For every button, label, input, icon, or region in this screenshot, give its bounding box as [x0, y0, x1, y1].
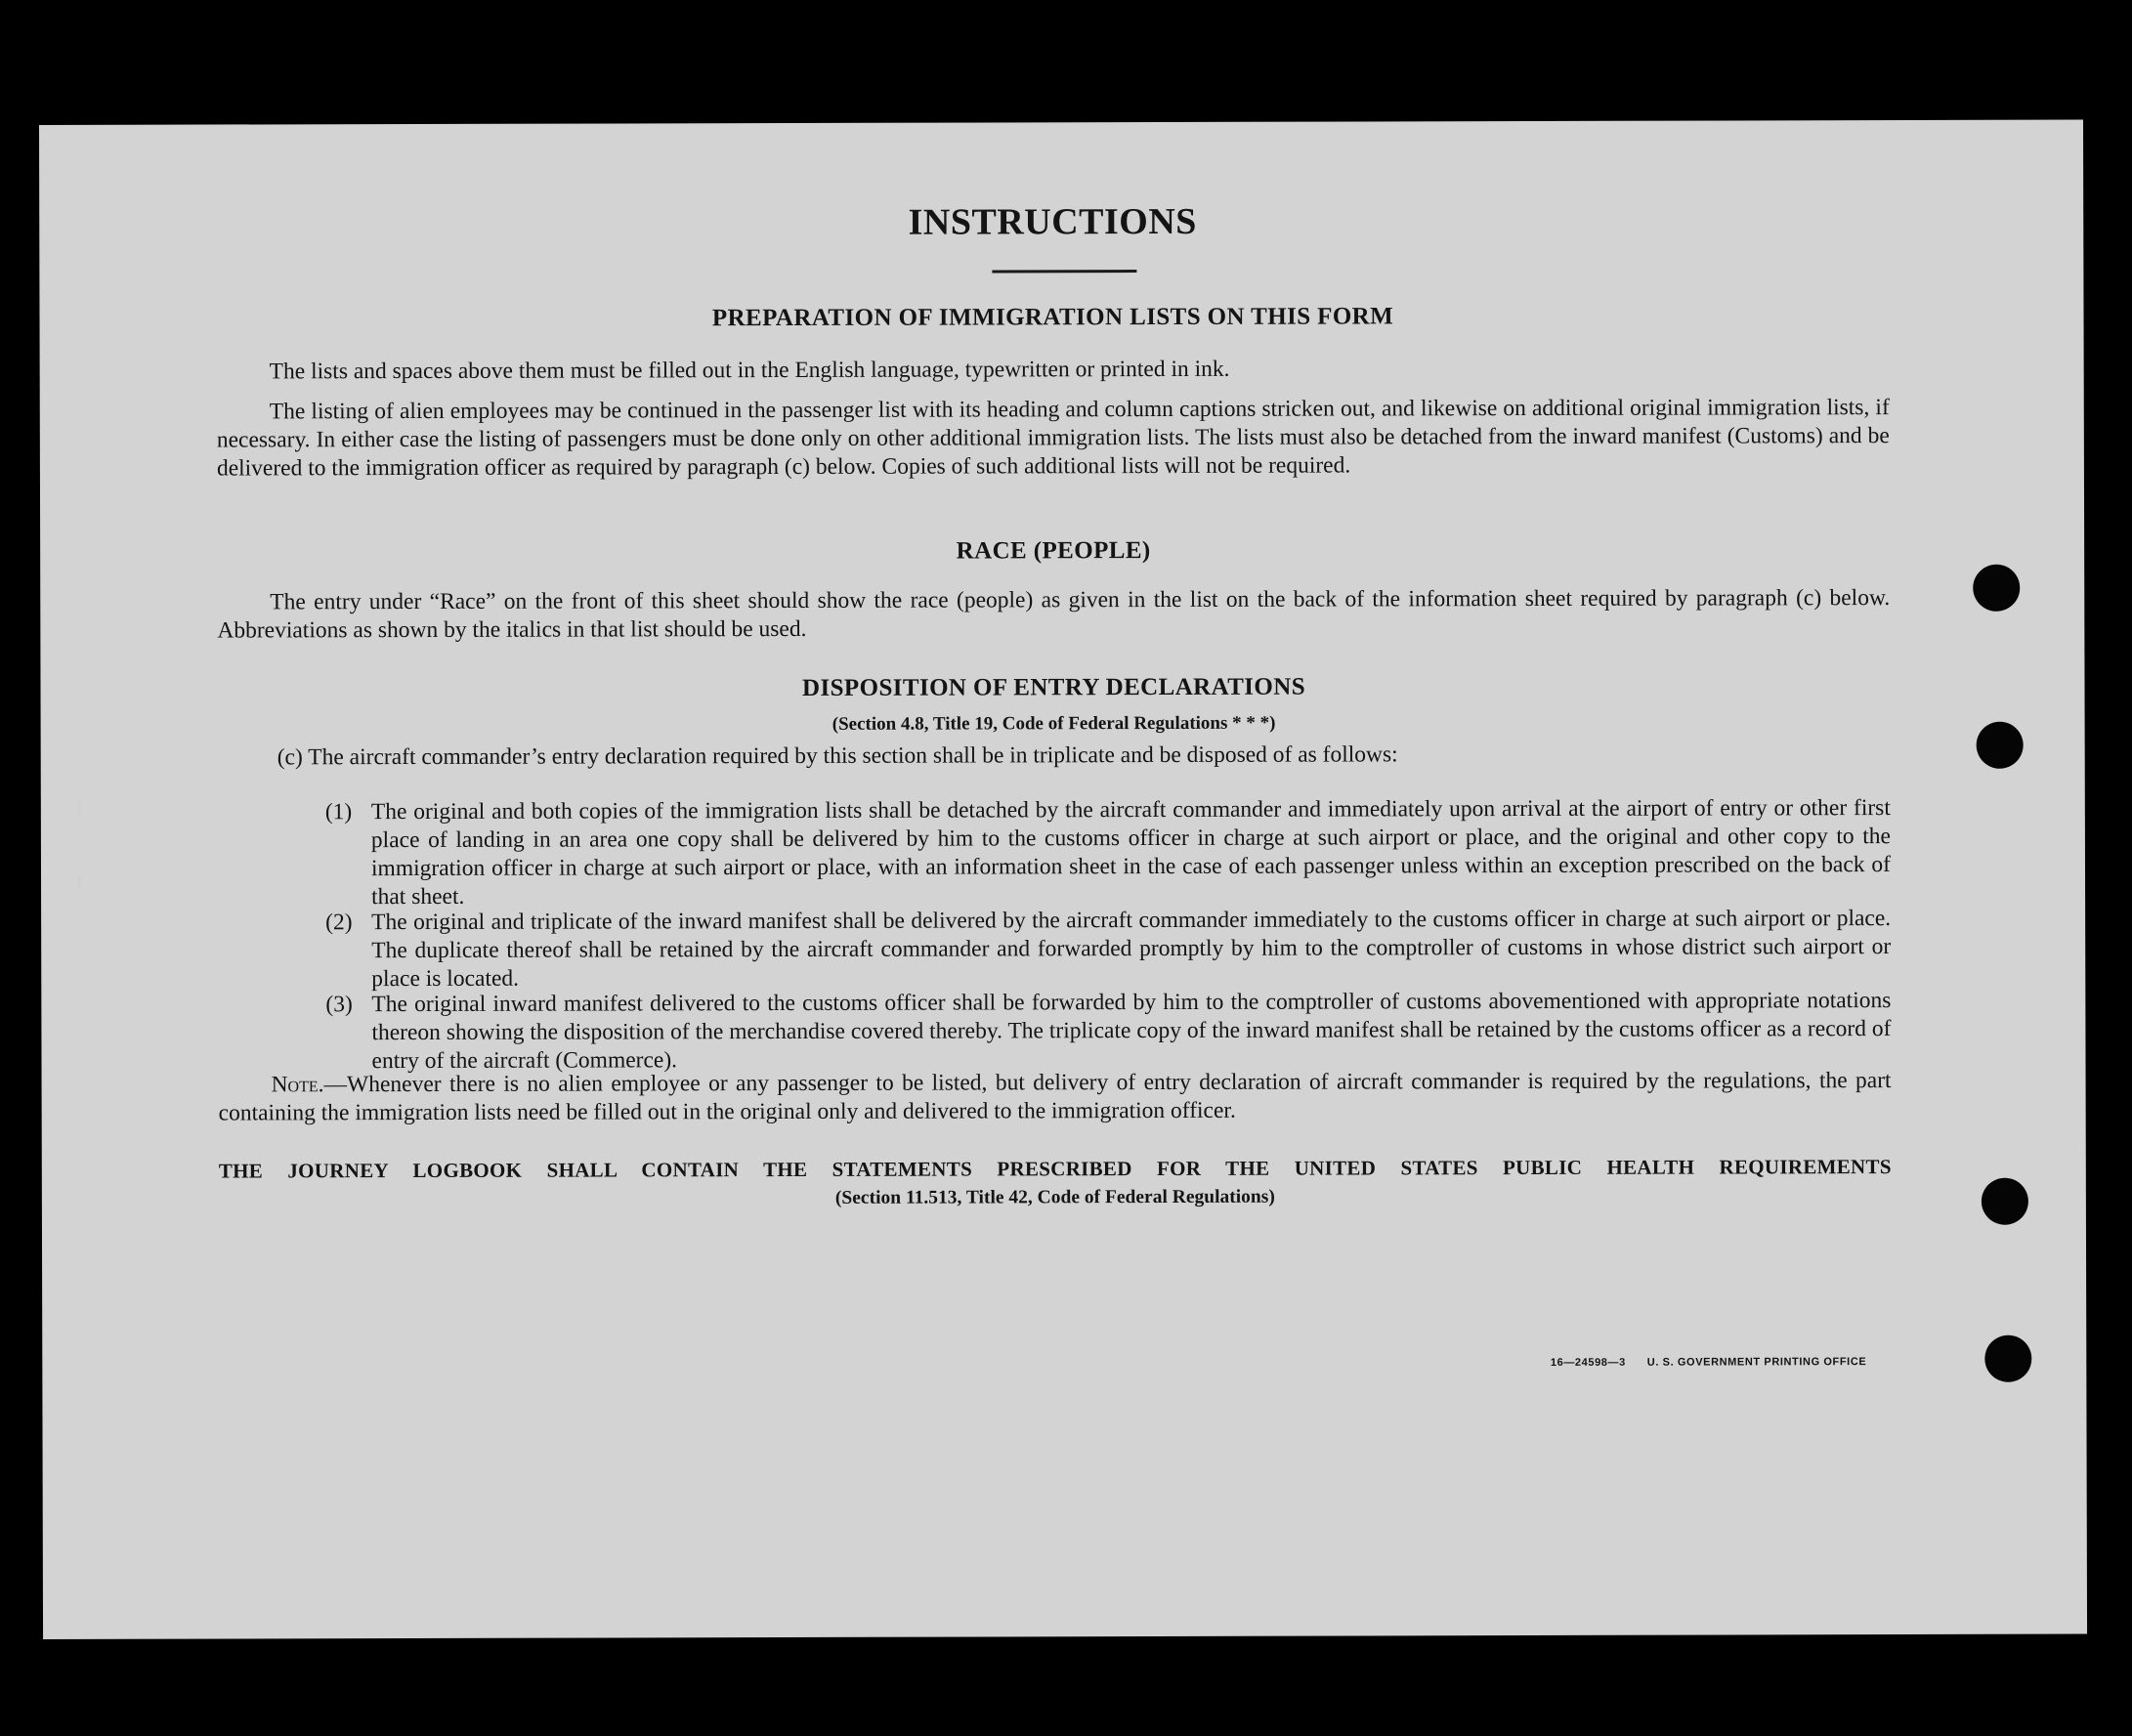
form-number: 16—24598—3 [1550, 1356, 1626, 1369]
printing-office-imprint [1551, 1356, 1866, 1369]
list-item-2 [325, 905, 1891, 994]
punch-hole [1984, 1335, 2031, 1382]
list-item-text: The original inward manifest delivered to the customs officer shall be forwarded by him to the comptroller of customs abovementioned with appropriate notations thereon showing the disposition of the merchandise covered thereby. The triplicate copy of the inward manifest shall be retained by the customs officer as a record of entry of the aircraft (Commerce). [371, 988, 1892, 1075]
heading-preparation: PREPARATION OF IMMIGRATION LISTS ON THIS FORM [711, 303, 1394, 332]
list-item-1 [325, 794, 1891, 911]
punch-hole [1973, 565, 2020, 612]
scan-mark [78, 801, 81, 817]
note-paragraph [219, 1067, 1892, 1127]
punch-hole [1977, 722, 2024, 769]
page-title: INSTRUCTIONS [908, 200, 1197, 243]
title-underline [992, 270, 1136, 273]
punch-hole [1982, 1178, 2028, 1225]
list-item-text: The original and triplicate of the inward manifest shall be delivered by the aircraft commander immediately to the customs officer in charge at such airport or place. The duplicate thereof shall be retained by the aircraft commander and forwarded promptly by him to the comptroller of customs in whose district such airport or place is located. [371, 906, 1892, 993]
list-item-number: (3) [325, 992, 353, 1018]
race-paragraph: The entry under “Race” on the front of this sheet should show the race (people) as given in the list on the back of the information sheet required by paragraph (c) below. Abbreviations as shown by the italics in that list should be used. [217, 585, 1891, 644]
scan-mark [78, 877, 81, 887]
printer-name: U. S. GOVERNMENT PRINTING OFFICE [1646, 1356, 1867, 1369]
list-item-3 [325, 987, 1891, 1076]
instructions-content [216, 120, 1892, 1369]
health-citation: (Section 11.513, Title 42, Code of Federal Regulations) [834, 1186, 1275, 1208]
list-item-text: The original and both copies of the immigration lists shall be detached by the aircraft commander and immediately upon arrival at the airport of entry or other first place of landing in an area one copy shall be delivered by him to the customs officer in charge at such airport or place, and the original and other copy to the immigration officer in charge at such airport or place, with an information sheet in the case of each passenger unless within an exception prescribed on the back of that sheet. [370, 795, 1892, 910]
preparation-paragraph-1: The lists and spaces above them must be filled out in the English language, typewritten or printed in ink. [269, 356, 1230, 385]
heading-disposition: DISPOSITION OF ENTRY DECLARATIONS [801, 673, 1306, 701]
note-text: —Whenever there is no alien employee or any passenger to be listed, but delivery of entry declaration of aircraft commander is required by the regulations, the part containing the immigration lists need be filled out in the original only and delivered to the immigration officer. [218, 1068, 1892, 1126]
list-item-number: (2) [325, 910, 353, 936]
note-label: Note. [271, 1072, 324, 1098]
form-sheet [39, 120, 2087, 1639]
preparation-paragraph-2: The listing of alien employees may be continued in the passenger list with its heading and column captions stricken out, and likewise on additional original immigration lists, if necessary. In either case the listing of passengers must be done only on other additional immigration lists. The lists must also be detached from the inward manifest (Customs) and be delivered to the immigration officer as required by paragraph (c) below. Copies of such additional lists will not be required. [216, 395, 1890, 482]
heading-race: RACE (PEOPLE) [956, 537, 1151, 565]
health-requirements-line: THE JOURNEY LOGBOOK SHALL CONTAIN THE STATEMENTS PRESCRIBED FOR THE UNITED STATES PUBLIC HEALTH REQUIREMENTS [218, 1155, 1892, 1183]
disposition-citation: (Section 4.8, Title 19, Code of Federal Regulations * * *) [831, 712, 1276, 735]
paragraph-c: (c) The aircraft commander’s entry declaration required by this section shall be in triplicate and be disposed of as follows: [277, 741, 1398, 771]
list-item-number: (1) [324, 799, 353, 826]
